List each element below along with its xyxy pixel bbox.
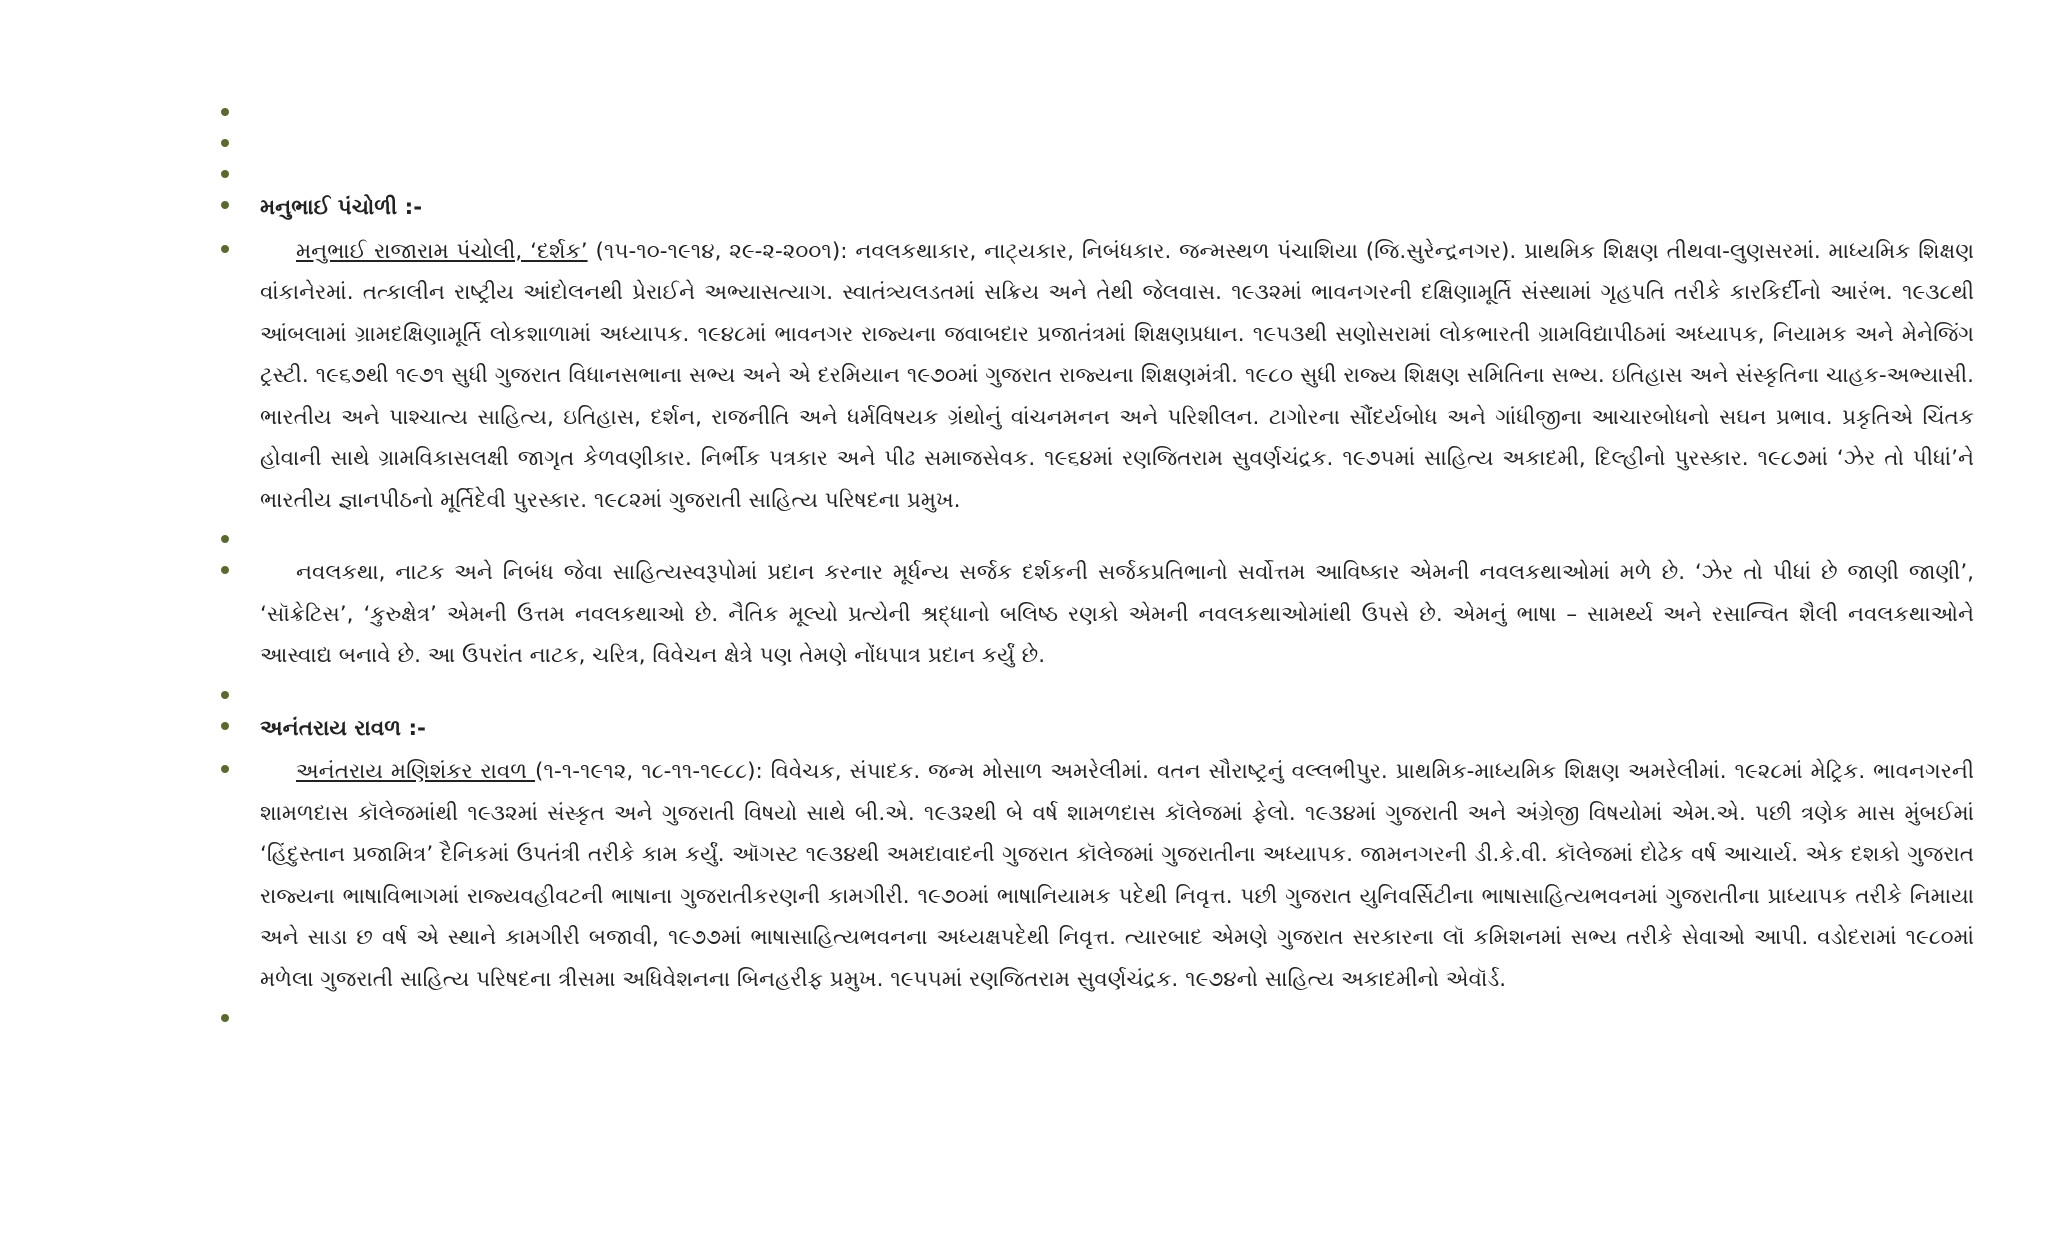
bio-name: અનંતરાય મણિશંકર રાવળ [296, 759, 536, 784]
bullet-icon [221, 552, 229, 594]
bio-text: (૧-૧-૧૯૧૨, ૧૮-૧૧-૧૯૮૮): વિવેચક, સંપાદક. જન્મ મોસાળ અમરેલીમાં. વતન સૌરાષ્ટ્રનું વલ્લભીપુર. પ્રાથમિક-માધ્યમિક શિક્ષણ અમરેલીમાં. ૧૯૨૮માં મેટ્રિક. ભાવનગરની શામળદાસ કૉલેજમાંથી ૧૯૩૨માં સંસ્કૃત અને ગુજરાતી વિષયો સાથે બી.એ. ૧૯૩૨થી બે વર્ષ શામળદાસ કૉલેજમાં ફેલો. ૧૯૩૪માં ગુજરાતી અને અંગ્રેજી વિષયોમાં એમ.એ. પછી ત્રણેક માસ મુંબઈમાં ‘હિંદુસ્તાન પ્રજામિત્ર’ દૈનિકમાં ઉપતંત્રી તરીકે કામ કર્યું. ઑગસ્ટ ૧૯૩૪થી અમદાવાદની ગુજરાત કૉલેજમાં ગુજરાતીના અધ્યાપક. જામનગરની ડી.કે.વી. કૉલેજમાં દોઢેક વર્ષ આચાર્ય. એક દશકો ગુજરાત રાજ્યના ભાષાવિભાગમાં રાજ્યવહીવટની ભાષાના ગુજરાતીકરણની કામગીરી. ૧૯૭૦માં ભાષાનિયામક પદેથી નિવૃત્ત. પછી ગુજરાત યુનિવર્સિટીના ભાષાસાહિત્યભવનમાં ગુજરાતીના પ્રાધ્યાપક તરીકે નિમાયા અને સાડા છ વર્ષ એ સ્થાને કામગીરી બજાવી, ૧૯૭૭માં ભાષાસાહિત્યભવનના અધ્યક્ષપદેથી નિવૃત્ત. ત્યારબાદ એમણે ગુજરાત સરકારના લૉ કમિશનમાં સભ્ય તરીકે સેવાઓ આપી. વડોદરામાં ૧૯૮૦માં મળેલા ગુજરાતી સાહિત્ય પરિષદના ત્રીસમા અધિવેશનના બિનહરીફ પ્રમુખ. ૧૯૫૫માં રણજિતરામ સુવર્ણચંદ્રક. ૧૯૭૪નો સાહિત્ય અકાદમીનો એવૉર્ડ. [260, 759, 1975, 992]
bullet-icon [221, 708, 229, 750]
biography-manubhai [0, 231, 2048, 522]
document-body [0, 94, 2048, 1031]
paragraph-text: નવલકથા, નાટક અને નિબંધ જેવા સાહિત્યસ્વરૂપોમાં પ્રદાન કરનાર મૂર્ધન્ય સર્જક દર્શકની સર્જકપ્રતિભાનો સર્વોત્તમ આવિષ્કાર એમની નવલકથાઓમાં મળે છે. ‘ઝેર તો પીધાં છે જાણી જાણી’, ‘સૉક્રેટિસ’, ‘કુરુક્ષેત્ર’ એમની ઉત્તમ નવલકથાઓ છે. નૈતિક મૂલ્યો પ્રત્યેની શ્રદ્ધાનો બલિષ્ઠ રણકો એમની નવલકથાઓમાંથી ઉપસે છે. એમનું ભાષા – સામર્થ્ય અને રસાન્વિત શૈલી નવલકથાઓને આસ્વાદ્ય બનાવે છે. આ ઉપરાંત નાટક, ચરિત્ર, વિવેચન ક્ષેત્રે પણ તેમણે નોંધપાત્ર પ્રદાન કર્યું છે. [260, 560, 1974, 668]
bio-text: (૧૫-૧૦-૧૯૧૪, ૨૯-૨-૨૦૦૧): નવલકથાકાર, નાટ્યકાર, નિબંધકાર. જન્મસ્થળ પંચાશિયા (જિ.સુરેન્દ્રનગર). પ્રાથમિક શિક્ષણ તીથવા-લુણસરમાં. માધ્યમિક શિક્ષણ વાંકાનેરમાં. તત્કાલીન રાષ્ટ્રીય આંદોલનથી પ્રેરાઈને અભ્યાસત્યાગ. સ્વાતંત્ર્યલડતમાં સક્રિય અને તેથી જેલવાસ. ૧૯૩૨માં ભાવનગરની દક્ષિણામૂર્તિ સંસ્થામાં ગૃહપતિ તરીકે કારકિર્દીનો આરંભ. ૧૯૩૮થી આંબલામાં ગ્રામદક્ષિણામૂર્તિ લોકશાળામાં અધ્યાપક. ૧૯૪૮માં ભાવનગર રાજ્યના જવાબદાર પ્રજાતંત્રમાં શિક્ષણપ્રધાન. ૧૯૫૩થી સણોસરામાં લોકભારતી ગ્રામવિદ્યાપીઠમાં અધ્યાપક, નિયામક અને મેનેજિંગ ટ્રસ્ટી. ૧૯૬૭થી ૧૯૭૧ સુધી ગુજરાત વિધાનસભાના સભ્ય અને એ દરમિયાન ૧૯૭૦માં ગુજરાત રાજ્યના શિક્ષણમંત્રી. ૧૯૮૦ સુધી રાજ્ય શિક્ષણ સમિતિના સભ્ય. ઇતિહાસ અને સંસ્કૃતિના ચાહક-અભ્યાસી. ભારતીય અને પાશ્ચાત્ય સાહિત્ય, ઇતિહાસ, દર્શન, રાજનીતિ અને ધર્મવિષયક ગ્રંથોનું વાંચનમનન અને પરિશીલન. ટાગોરના સૌંદર્યબોધ અને ગાંધીજીના આચારબોધનો સઘન પ્રભાવ. પ્રકૃતિએ ચિંતક હોવાની સાથે ગ્રામવિકાસલક્ષી જાગૃત કેળવણીકાર. નિર્ભીક પત્રકાર અને પીઢ સમાજસેવક. ૧૯૬૪માં રણજિતરામ સુવર્ણચંદ્રક. ૧૯૭૫માં સાહિત્ય અકાદમી, દિલ્હીનો પુરસ્કાર. ૧૯૮૭માં ‘ઝેર તો પીધાં’ને ભારતીય જ્ઞાનપીઠનો મૂર્તિદેવી પુરસ્કાર. ૧૯૮૨માં ગુજરાતી સાહિત્ય પરિષદના પ્રમુખ. [260, 238, 1974, 513]
bullet-list [0, 94, 2048, 1031]
empty-list-item [0, 1000, 2048, 1031]
empty-list-item [0, 156, 2048, 187]
bio-name: મનુભાઈ રાજારામ પંચોલી, ‘દર્શક’ [296, 238, 588, 264]
section-heading-anantray [0, 708, 2048, 750]
bullet-icon [221, 751, 229, 793]
biography-anantray [0, 751, 2048, 1000]
empty-list-item [0, 94, 2048, 125]
heading-text: મનુભાઈ પંચોળી :- [260, 195, 423, 220]
section-heading-manubhai [0, 187, 2048, 229]
literary-contribution-manubhai [0, 552, 2048, 677]
bullet-icon [221, 231, 229, 273]
heading-text: અનંતરાય રાવળ :- [260, 715, 426, 741]
bullet-icon [221, 1000, 229, 1042]
empty-list-item [0, 677, 2048, 708]
bullet-icon [221, 187, 229, 229]
empty-list-item [0, 521, 2048, 552]
empty-list-item [0, 125, 2048, 156]
